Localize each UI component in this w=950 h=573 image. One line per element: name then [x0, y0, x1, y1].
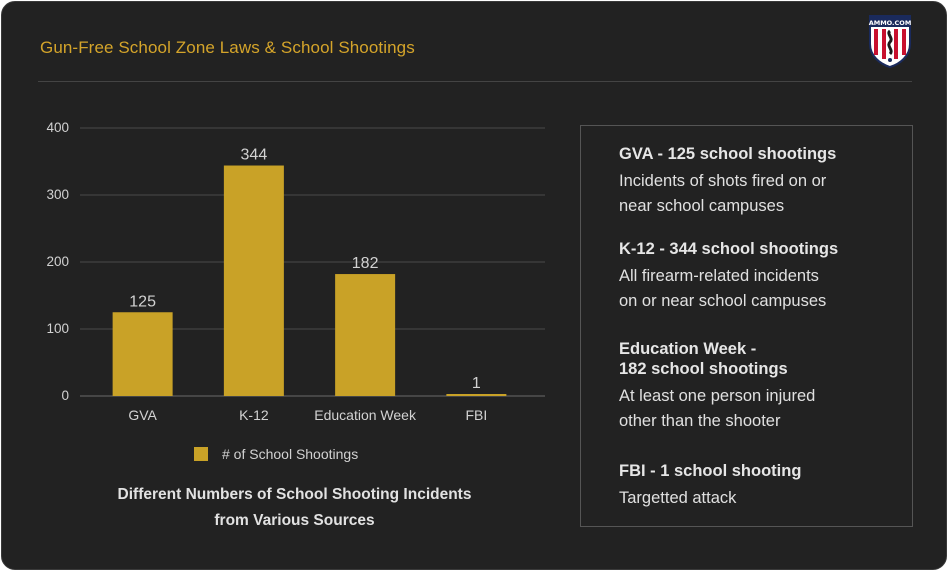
bar-k-12	[224, 166, 284, 396]
y-tick-label: 200	[46, 254, 69, 269]
info-desc-line: All firearm-related incidents	[619, 267, 819, 285]
bar-chart	[2, 2, 562, 442]
bar-education-week	[335, 274, 395, 396]
info-entry-title	[619, 239, 904, 259]
data-label: 1	[471, 375, 481, 392]
info-title-line: FBI - 1 school shooting	[619, 462, 802, 480]
info-title-line: 182 school shootings	[619, 360, 788, 378]
chart-caption	[42, 482, 547, 534]
info-desc-line: on or near school campuses	[619, 291, 827, 310]
info-desc-line: At least one person injured	[619, 387, 816, 405]
info-entry-title	[619, 339, 904, 379]
y-tick-label: 0	[61, 388, 69, 403]
info-panel	[580, 125, 913, 527]
info-entry-gva	[619, 144, 904, 218]
info-entry-title	[619, 461, 904, 481]
x-tick-label: GVA	[128, 407, 157, 423]
bar-gva	[113, 312, 173, 396]
ammo-com-logo	[868, 14, 912, 68]
logo-text: AMMO.COM	[868, 19, 912, 27]
info-entry-k12	[619, 239, 904, 313]
page-title: Gun-Free School Zone Laws & School Shootings	[40, 38, 415, 57]
data-label: 182	[351, 255, 379, 273]
info-entry-desc	[619, 486, 904, 511]
data-label: 344	[240, 146, 268, 164]
info-desc-line: Targetted attack	[619, 489, 737, 507]
info-title-line: K-12 - 344 school shootings	[619, 240, 839, 258]
info-desc-line: Incidents of shots fired on or	[619, 172, 827, 190]
info-title-line: Education Week -	[619, 340, 757, 358]
x-tick-label: K-12	[239, 407, 269, 423]
info-entry-education-week	[619, 339, 904, 433]
info-entry-desc	[619, 264, 904, 313]
caption-line-1: Different Numbers of School Shooting Incidents	[117, 486, 472, 503]
info-entry-title	[619, 144, 904, 164]
chart-legend	[194, 446, 358, 462]
caption-line-2: from Various Sources	[214, 512, 375, 529]
y-tick-label: 100	[46, 321, 69, 336]
info-desc-line: near school campuses	[619, 196, 785, 215]
data-label: 125	[129, 293, 156, 311]
infographic-card	[1, 1, 947, 570]
y-tick-label: 300	[46, 187, 69, 202]
x-tick-label: FBI	[465, 407, 488, 423]
bar-fbi	[446, 394, 506, 396]
info-entry-desc	[619, 169, 904, 218]
x-tick-label: Education Week	[314, 407, 416, 423]
info-entry-fbi	[619, 461, 904, 511]
y-tick-label: 400	[46, 120, 69, 135]
info-desc-line: other than the shooter	[619, 411, 781, 430]
info-entry-desc	[619, 384, 904, 433]
legend-swatch	[194, 447, 208, 461]
legend-label: # of School Shootings	[222, 446, 359, 462]
info-title-line: GVA - 125 school shootings	[619, 145, 837, 163]
